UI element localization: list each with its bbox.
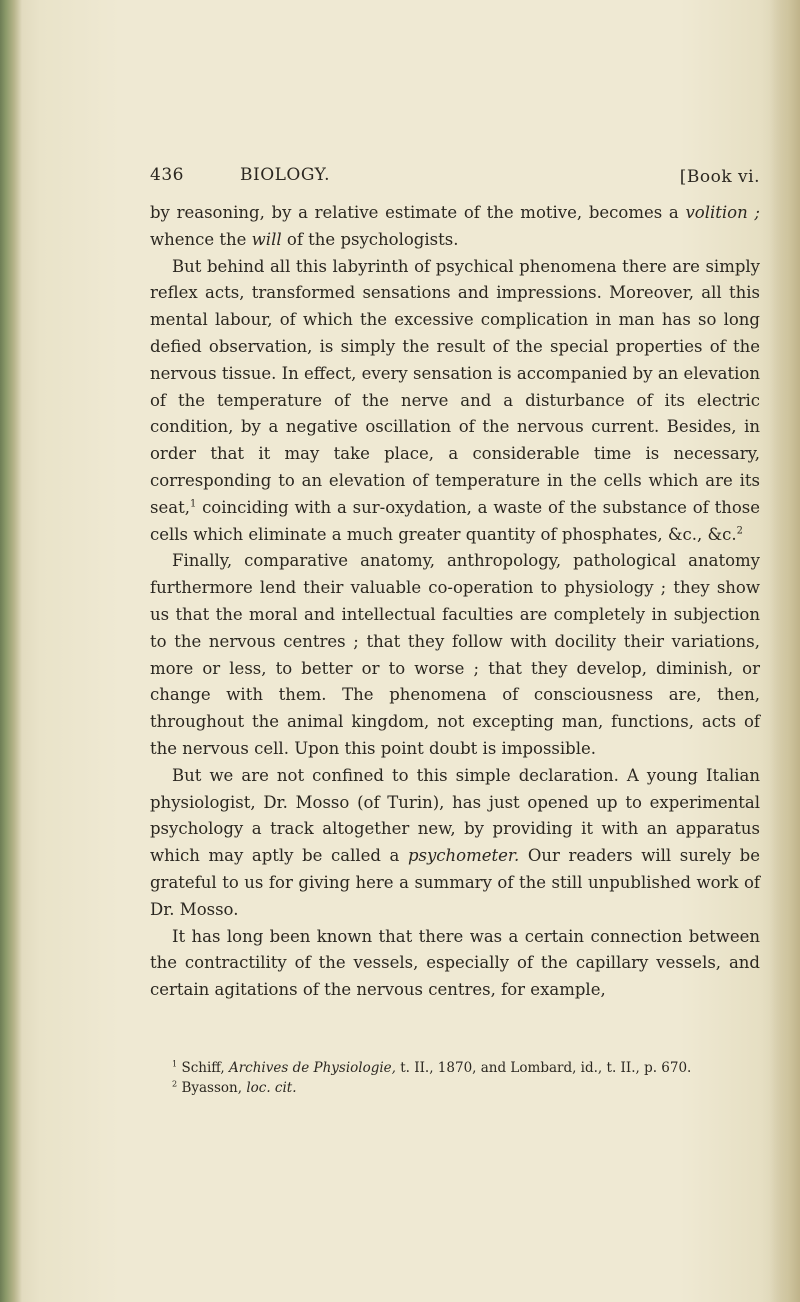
paragraph-1: by reasoning, by a relative estimate of the motive, becomes a volition ; whence the will of the psychologists.	[150, 203, 760, 249]
footnote-2: $^2$ Byasson, loc. cit.	[172, 1078, 297, 1096]
footnote-ref-1: 1	[189, 498, 197, 510]
paragraph-5: It has long been known that there was a certain connection between the contractility of the vessels, especially of the capillary vessels, and certain agitations of the nervous centres, for example,	[150, 926, 760, 1000]
book-section-reference: [Book vi.	[679, 167, 760, 187]
page-binding-shadow	[0, 0, 22, 1302]
paragraph-4: But we are not confined to this simple declaration. A young Italian physiologist, Dr. Mosso (of Turin), has just opened up to experimental psychology a track altogether new, by providing it with an apparatus which may aptly be called a psychometer. Our readers will surely be grateful to us for giving here a summary of the still unpublished work of Dr. Mosso.	[150, 765, 760, 919]
body-text	[150, 200, 760, 1004]
page-edge-shadow	[770, 0, 800, 1302]
footnote-1: $^1$ Schiff, Archives de Physiologie, t. II., 1870, and Lombard, id., t. II., p. 670.	[172, 1058, 692, 1076]
paragraph-2: But behind all this labyrinth of psychical phenomena there are simply reflex acts, transformed sensations and impressions. Moreover, all this mental labour, of which the excessive complication in man has so long defied observation, is simply the result of the special properties of the nervous tissue. In effect, every sensation is accompanied by an elevation of the temperature of the nerve and a disturbance of its electric condition, by a negative oscillation of the nervous current. Besides, in order that it may take place, a considerable time is necessary, corresponding to an elevation of temperature in the cells which are its seat,$^1$ coinciding with a sur-oxydation, a waste of the substance of those cells which eliminate a much greater quantity of phosphates, &c., &c.$^2$	[150, 256, 760, 544]
paragraph-3: Finally, comparative anatomy, anthropology, pathological anatomy furthermore lend their valuable co-operation to physiology ; they show us that the moral and intellectual faculties are completely in subjection to the nervous centres ; that they follow with docility their variations, more or less, to better or to worse ; that they develop, diminish, or change with them. The phenomena of consciousness are, then, throughout the animal kingdom, not excepting man, functions, acts of the nervous cell. Upon this point doubt is impossible.	[150, 551, 760, 758]
page-header	[150, 165, 760, 191]
page-number: 436	[150, 165, 184, 185]
footnotes	[150, 1058, 760, 1098]
footnote-ref-2: 2	[736, 525, 743, 537]
running-title: BIOLOGY.	[240, 165, 331, 185]
